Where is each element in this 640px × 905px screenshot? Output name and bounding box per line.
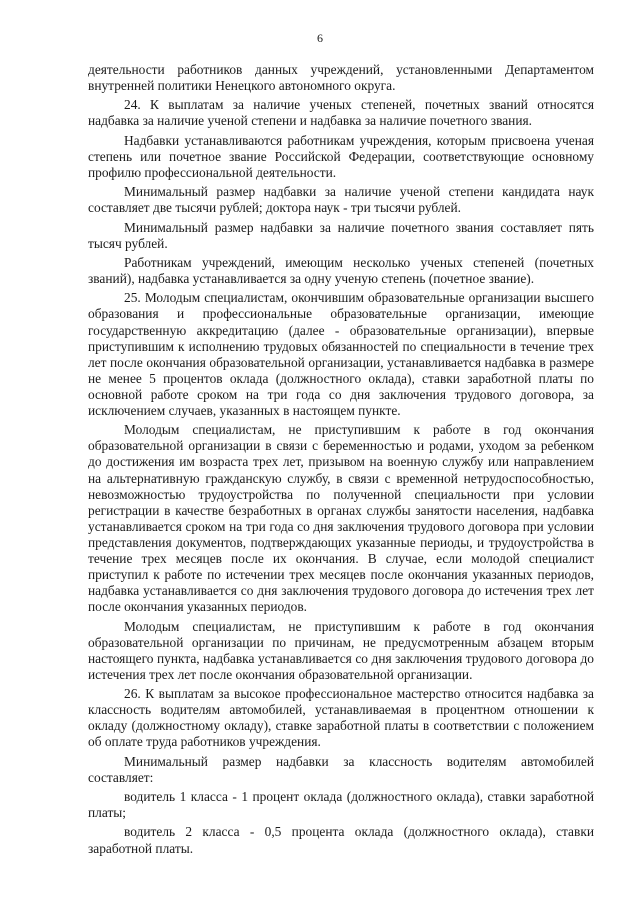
paragraph-driver-minimum: Минимальный размер надбавки за классность водителям автомобилей составляет:	[88, 753, 594, 785]
paragraph-young-specialists-other: Молодым специалистам, не приступившим к работе в год окончания образовательной организации по причинам, не предусмотренным абзацем вторым настоящего пункта, надбавка устанавливается со дня заключения трудового договора до истечения трех лет после окончания образовательной организации.	[88, 618, 594, 682]
paragraph-driver-class-1: водитель 1 класса - 1 процент оклада (должностного оклада), ставки заработной платы;	[88, 789, 594, 821]
paragraph-allowances-assignment: Надбавки устанавливаются работникам учреждения, которым присвоена ученая степень или почетное звание Российской Федерации, соответствующие основному профилю профессиональной деятельности.	[88, 132, 594, 180]
paragraph-degree-minimum: Минимальный размер надбавки за наличие ученой степени кандидата наук составляет две тысячи рублей; доктора наук - три тысячи рублей.	[88, 184, 594, 216]
document-body	[88, 62, 594, 860]
paragraph-driver-class-2: водитель 2 класса - 0,5 процента оклада (должностного оклада), ставки заработной платы.	[88, 824, 594, 856]
paragraph-multiple-degrees: Работникам учреждений, имеющим несколько ученых степеней (почетных званий), надбавка устанавливается за одну ученую степень (почетное звание).	[88, 254, 594, 287]
paragraph-clause-26: 26. К выплатам за высокое профессиональное мастерство относится надбавка за классность водителям автомобилей, устанавливаемая в процентном отношении к окладу (должностному окладу), ставке заработной платы в соответствии с положением об оплате труда работников учреждения.	[88, 686, 594, 750]
paragraph-clause-24: 24. К выплатам за наличие ученых степеней, почетных званий относятся надбавка за наличие ученой степени и надбавка за наличие почетного звания.	[88, 97, 594, 129]
paragraph-continuation: деятельности работников данных учреждений, установленными Департаментом внутренней политики Ненецкого автономного округа.	[88, 62, 594, 94]
paragraph-young-specialists-delayed: Молодым специалистам, не приступившим к работе в год окончания образовательной организации в связи с беременностью и родами, уходом за ребенком до достижения им возраста трех лет, призывом на военную службу или направлением на альтернативную гражданскую службу, в связи с временной нетрудоспособностью, невозможностью трудоустройства по полученной специальности при условии регистрации в качестве безработных в органах службы занятости населения, надбавка устанавливается сроком на три года со дня заключения трудового договора при условии представления документов, подтверждающих указанные периоды, и трудоустройства в течение трех месяцев после их окончания. В случае, если молодой специалист приступил к работе по истечении трех месяцев после окончания указанных периодов, надбавка устанавливается со дня заключения трудового договора до истечения трех лет после окончания указанных периодов.	[88, 422, 594, 615]
page-number: 6	[317, 31, 323, 45]
paragraph-title-minimum: Минимальный размер надбавки за наличие почетного звания составляет пять тысяч рублей.	[88, 219, 594, 251]
paragraph-clause-25: 25. Молодым специалистам, окончившим образовательные организации высшего образования и профессиональные образовательные организации, имеющие государственную аккредитацию (далее - образовательные организации), впервые приступившим к исполнению трудовых обязанностей по специальности в течение трех лет после окончания образовательной организации, устанавливается надбавка в размере не менее 5 процентов оклада (должностного оклада), ставки заработной платы по основной работе сроком на три года со дня заключения трудового договора, за исключением случаев, указанных в настоящем пункте.	[88, 290, 594, 418]
